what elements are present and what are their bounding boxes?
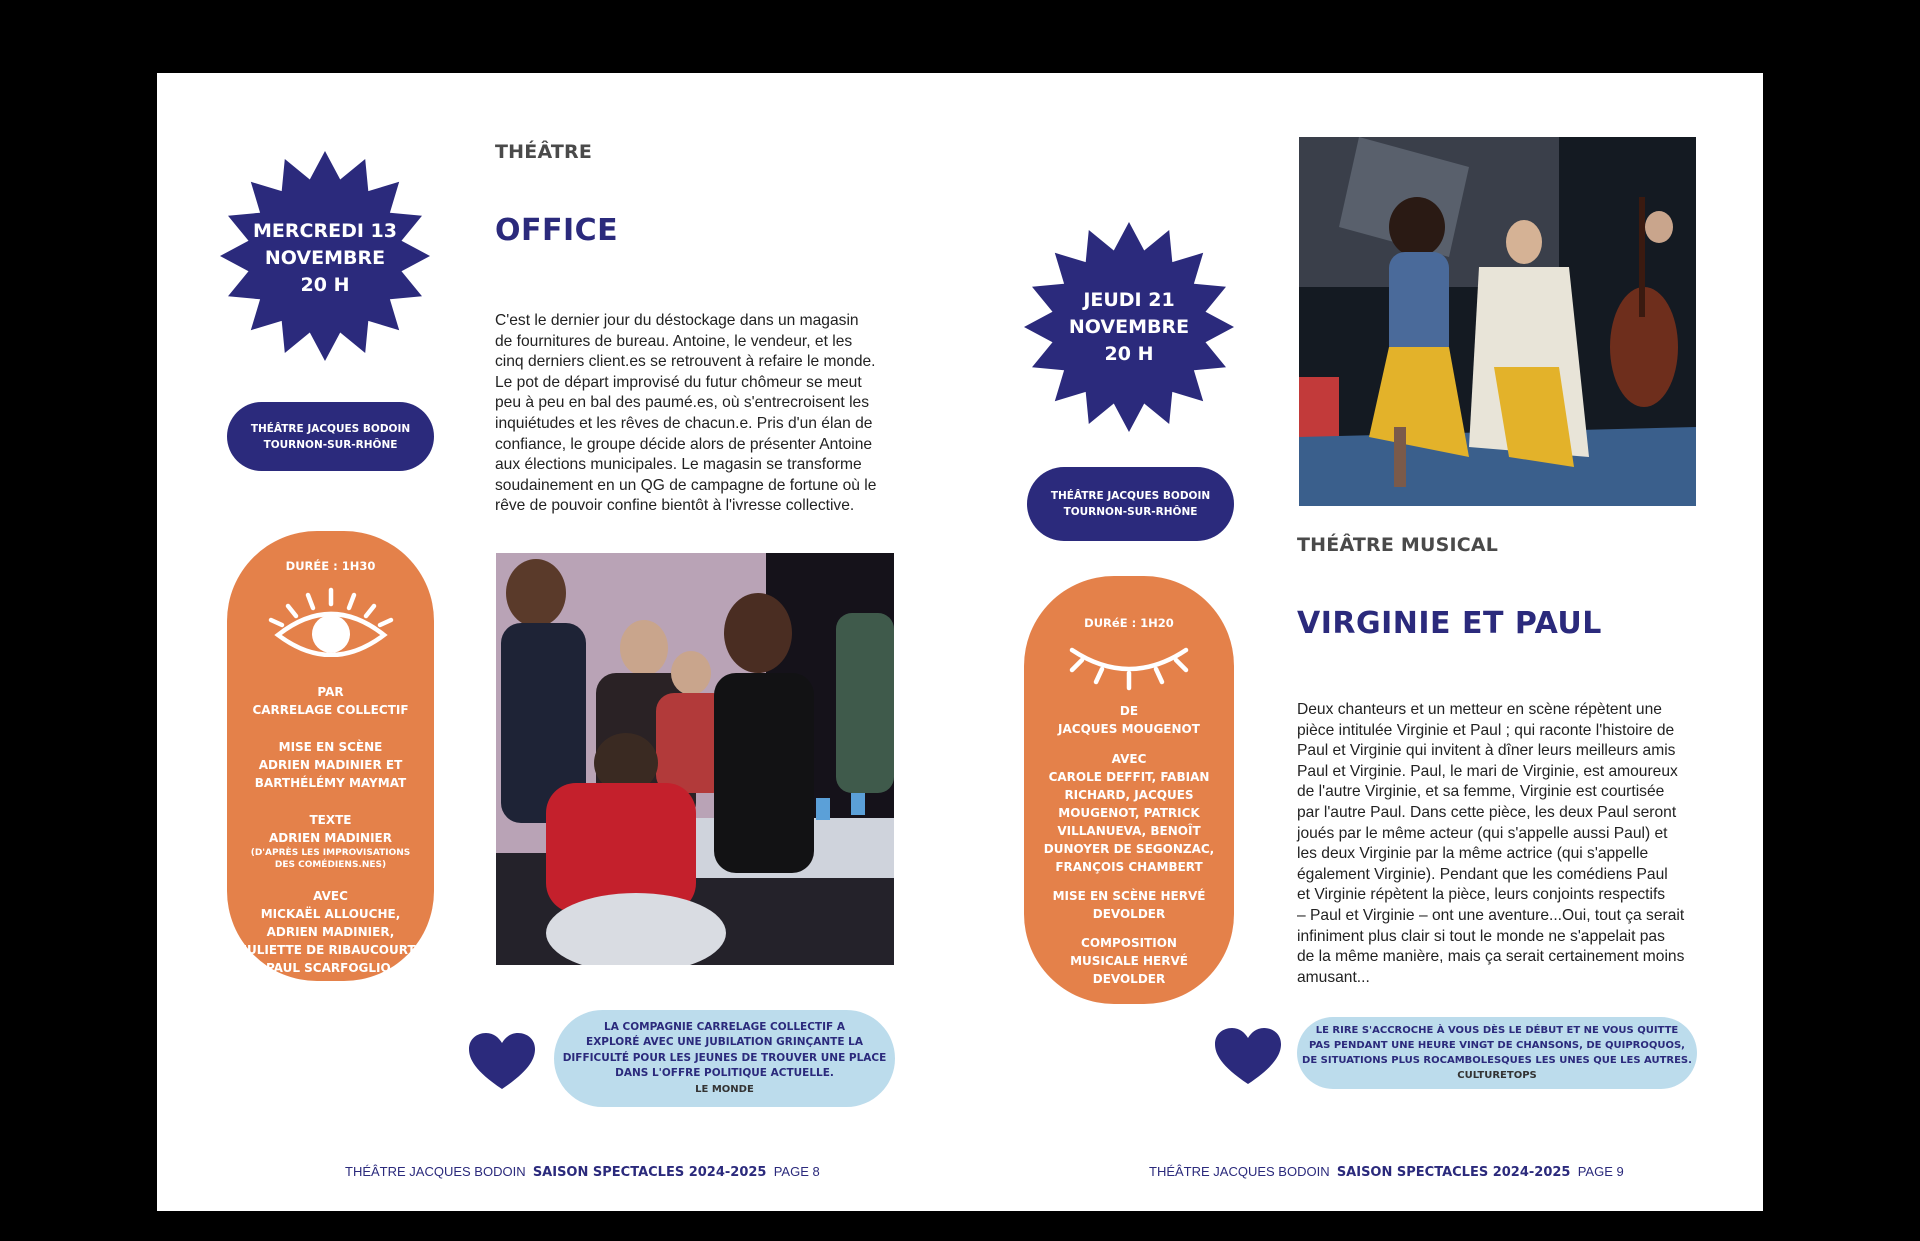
credit-cast-line: SICOT. — [308, 997, 353, 1011]
credit-text-note: (D'APRÈS LES IMPROVISATIONS — [250, 848, 411, 858]
quote-line: DE SITUATIONS PLUS ROCAMBOLESQUES LES UNES QUE LES AUTRES. — [1302, 1055, 1692, 1066]
credit-text-value: ADRIEN MADINIER — [269, 831, 392, 845]
credit-by-label: PAR — [317, 685, 344, 699]
credit-cast-line: DUNOYER DE SEGONZAC, — [1043, 842, 1215, 856]
credit-cast-line: JULIETTE DE RIBAUCOURT, — [242, 943, 419, 957]
date-line-1: JEUDI 21 — [1083, 289, 1175, 311]
show-description — [495, 311, 895, 517]
credit-direction: DEVOLDER — [1092, 907, 1166, 921]
description-line: inquiétudes et les rêves de chacun.e. Pris d'un élan de — [495, 414, 873, 432]
eye-closed-icon — [1024, 642, 1234, 692]
description-line: rêve de pouvoir confine bientôt à l'ivresse collective. — [495, 497, 855, 515]
venue-city: TOURNON-SUR-RHÔNE — [1063, 506, 1198, 518]
description-line: de l'autre Virginie, et sa femme, Virginie est courtisée — [1297, 783, 1665, 801]
footer-season: SAISON SPECTACLES 2024-2025 — [532, 1165, 767, 1180]
quote-source: LE MONDE — [695, 1083, 754, 1095]
quote-line: PAS PENDANT UNE HEURE VINGT DE CHANSONS, DE QUIPROQUOS, — [1309, 1040, 1685, 1051]
footer-page-number: PAGE 9 — [1577, 1164, 1624, 1179]
description-line: également Virginie). Pendant que les comédiens Paul — [1297, 865, 1668, 883]
show-description — [1297, 700, 1702, 988]
date-badge — [1023, 221, 1235, 433]
quote-line: LA COMPAGNIE CARRELAGE COLLECTIF A — [604, 1020, 845, 1033]
credit-music: MUSICALE HERVÉ — [1070, 954, 1188, 968]
description-line: de fournitures de bureau. Antoine, le vendeur, et les — [495, 332, 853, 350]
credit-cast-label: AVEC — [313, 889, 348, 903]
credits-pill — [1024, 576, 1234, 1004]
press-quote — [1297, 1017, 1697, 1089]
credit-cast-line: RICHARD, JACQUES — [1064, 788, 1194, 802]
description-line: – Paul et Virginie – ont une aventure...Oui, tout ça serait — [1297, 906, 1685, 924]
credit-by-value: CARRELAGE COLLECTIF — [252, 703, 409, 717]
credit-cast-line: VILLANUEVA, BENOÎT — [1057, 824, 1201, 838]
description-line: de la même manière, mais ça serait certainement moins — [1297, 948, 1685, 966]
footer-page-number: PAGE 8 — [773, 1164, 820, 1179]
description-line: Le pot de départ improvisé du futur chômeur se meut — [495, 373, 862, 391]
footer-season: SAISON SPECTACLES 2024-2025 — [1336, 1165, 1571, 1180]
show-photo — [1299, 137, 1696, 506]
venue-badge — [1027, 467, 1234, 541]
credit-direction-label: MISE EN SCÈNE — [278, 740, 383, 754]
venue-badge — [227, 402, 434, 471]
duration-label: DURéE : 1H20 — [1084, 616, 1174, 630]
credit-text-label: TEXTE — [309, 813, 352, 827]
description-line: Paul et Virginie qui invitent à dîner leurs meilleurs amis — [1297, 742, 1676, 760]
credit-cast-line: MOUGENOT, PATRICK — [1058, 806, 1200, 820]
description-line: joués par le même acteur (qui s'appelle aussi Paul) et — [1297, 824, 1668, 842]
date-line-3: 20 H — [1104, 343, 1154, 365]
credit-cast-line: CAROLE DEFFIT, FABIAN — [1048, 770, 1210, 784]
heart-icon — [469, 1033, 535, 1091]
credit-by-label: DE — [1119, 704, 1139, 718]
description-line: amusant... — [1297, 968, 1370, 986]
credit-music: COMPOSITION — [1081, 936, 1177, 950]
venue-name: THÉÂTRE JACQUES BODOIN — [250, 422, 411, 435]
description-line: C'est le dernier jour du déstockage dans un magasin — [495, 312, 859, 329]
date-line-3: 20 H — [300, 274, 350, 296]
credit-cast-line: ADRIEN MADINIER, — [266, 925, 395, 939]
description-line: et Virginie répètent la pièce, leurs conjoints respectifs — [1297, 886, 1666, 904]
duration-label: DURÉE : 1H30 — [285, 559, 376, 573]
credit-cast-line: PAUL SCARFOGLIO, — [265, 961, 395, 975]
page-footer — [345, 1164, 820, 1180]
description-line: Deux chanteurs et un metteur en scène répètent une — [1297, 701, 1662, 718]
category-label: THÉÂTRE MUSICAL — [1297, 534, 1499, 556]
quote-line: EXPLORÉ AVEC UNE JUBILATION GRINÇANTE LA — [586, 1036, 863, 1049]
date-line-2: NOVEMBRE — [1068, 316, 1190, 338]
description-line: soudainement en un QG de campagne de fortune où le — [495, 476, 877, 494]
credit-text-note: DES COMÉDIENS.NES) — [274, 860, 387, 870]
quote-line: DANS L'OFFRE POLITIQUE ACTUELLE. — [615, 1067, 834, 1080]
credits-pill — [227, 531, 434, 1011]
quote-line: LE RIRE S'ACCROCHE À VOUS DÈS LE DÉBUT ET NE VOUS QUITTE — [1315, 1025, 1679, 1036]
eye-open-icon — [227, 587, 434, 657]
credit-cast-line: MICKAËL ALLOUCHE, — [260, 907, 401, 921]
credit-cast-line: FRANÇOIS CHAMBERT — [1055, 860, 1203, 874]
footer-venue: THÉÂTRE JACQUES BODOIN — [345, 1164, 526, 1179]
description-line: pièce intitulée Virginie et Paul ; qui raconte l'histoire de — [1297, 721, 1675, 739]
quote-source: CULTURETOPS — [1457, 1070, 1537, 1081]
brochure-spread — [157, 73, 1763, 1211]
date-badge — [219, 150, 431, 362]
footer-venue: THÉÂTRE JACQUES BODOIN — [1149, 1164, 1330, 1179]
description-line: infiniment plus clair si tout le monde ne s'appelait pas — [1297, 927, 1665, 945]
page-footer — [1149, 1164, 1624, 1180]
description-line: peu à peu en bal des paumé.es, où s'entrecroisent les — [495, 394, 870, 412]
show-photo — [496, 553, 894, 965]
venue-city: TOURNON-SUR-RHÔNE — [263, 438, 398, 451]
description-line: confiance, le groupe décide alors de présenter Antoine — [495, 435, 873, 453]
description-line: par l'autre Paul. Dans cette pièce, les deux Paul seront — [1297, 803, 1677, 821]
credit-cast-line: GIULIA DE SIA, JULIEN — [256, 979, 405, 993]
date-line-1: MERCREDI 13 — [253, 220, 397, 242]
category-label: THÉÂTRE — [495, 141, 593, 163]
description-line: aux élections municipales. Le magasin se transforme — [495, 456, 862, 474]
press-quote — [554, 1010, 895, 1107]
credit-direction-value: BARTHÉLÉMY MAYMAT — [254, 776, 407, 790]
quote-line: DIFFICULTÉ POUR LES JEUNES DE TROUVER UNE PLACE — [562, 1051, 887, 1064]
heart-icon — [1215, 1028, 1281, 1086]
description-line: les deux Virginie par la même actrice (qui s'appelle — [1297, 845, 1649, 863]
description-line: cinq derniers client.es se retrouvent à refaire le monde. — [495, 353, 876, 371]
credit-direction: MISE EN SCÈNE HERVÉ — [1052, 889, 1206, 903]
credit-music: DEVOLDER — [1092, 972, 1166, 986]
show-title: VIRGINIE ET PAUL — [1297, 606, 1602, 641]
credit-by-value: JACQUES MOUGENOT — [1058, 722, 1200, 736]
date-line-2: NOVEMBRE — [264, 247, 386, 269]
venue-name: THÉÂTRE JACQUES BODOIN — [1050, 490, 1211, 502]
description-line: Paul et Virginie. Paul, le mari de Virginie, est amoureux — [1297, 762, 1678, 780]
credit-cast-label: AVEC — [1111, 752, 1147, 766]
show-title: OFFICE — [495, 213, 619, 248]
credit-direction-value: ADRIEN MADINIER ET — [258, 758, 403, 772]
